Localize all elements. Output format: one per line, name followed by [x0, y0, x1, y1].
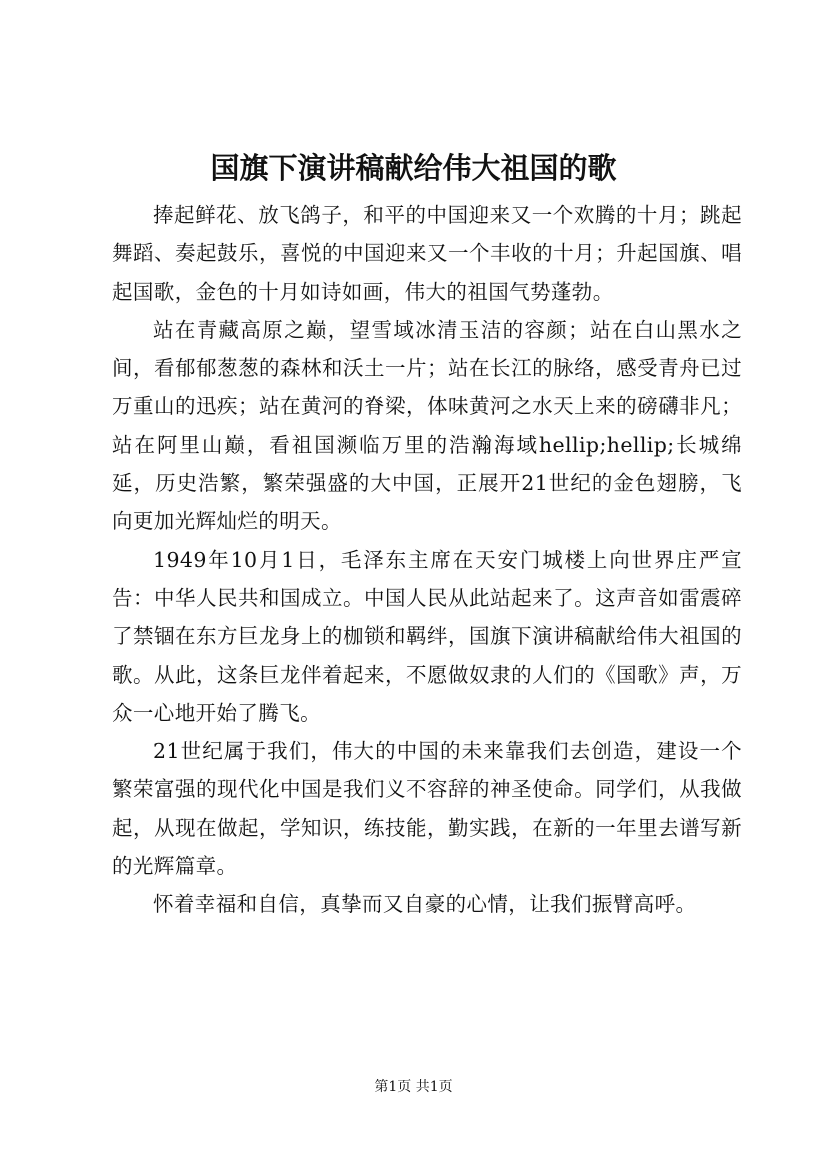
- paragraph: 站在青藏高原之巅，望雪域冰清玉洁的容颜；站在白山黑水之间，看郁郁葱葱的森林和沃土一片；站在长江的脉络，感受青舟已过万重山的迅疾；站在黄河的脊梁，体味黄河之水天上来的磅礴非凡；站在阿里山巅，看祖国濒临万里的浩瀚海域hellip;hellip;长城绵延，历史浩繁，繁荣强盛的大中国，正展开21世纪的金色翅膀，飞向更加光辉灿烂的明天。: [112, 317, 742, 534]
- paragraph: 怀着幸福和自信，真挚而又自豪的心情，让我们振臂高呼。: [153, 892, 697, 917]
- paragraph: 1949年10月1日，毛泽东主席在天安门城楼上向世界庄严宣告：中华人民共和国成立。中国人民从此站起来了。这声音如雷震碎了禁锢在东方巨龙身上的枷锁和羁绊，国旗下演讲稿献给伟大祖国的歌。从此，这条巨龙伴着起来，不愿做奴隶的人们的《国歌》声，万众一心地开始了腾飞。: [112, 547, 742, 725]
- paragraph: 捧起鲜花、放飞鸽子，和平的中国迎来又一个欢腾的十月；跳起舞蹈、奏起鼓乐，喜悦的中国迎来又一个丰收的十月；升起国旗、唱起国歌，金色的十月如诗如画，伟大的祖国气势蓬勃。: [112, 203, 742, 304]
- page-number-footer: 第1页 共1页: [374, 1079, 453, 1095]
- document-title: 国旗下演讲稿献给伟大祖国的歌: [210, 151, 617, 185]
- paragraph: 21世纪属于我们，伟大的中国的未来靠我们去创造，建设一个繁荣富强的现代化中国是我们义不容辞的神圣使命。同学们，从我做起，从现在做起，学知识，练技能，勤实践，在新的一年里去谱写新的光辉篇章。: [112, 739, 742, 879]
- document-body: [112, 196, 742, 924]
